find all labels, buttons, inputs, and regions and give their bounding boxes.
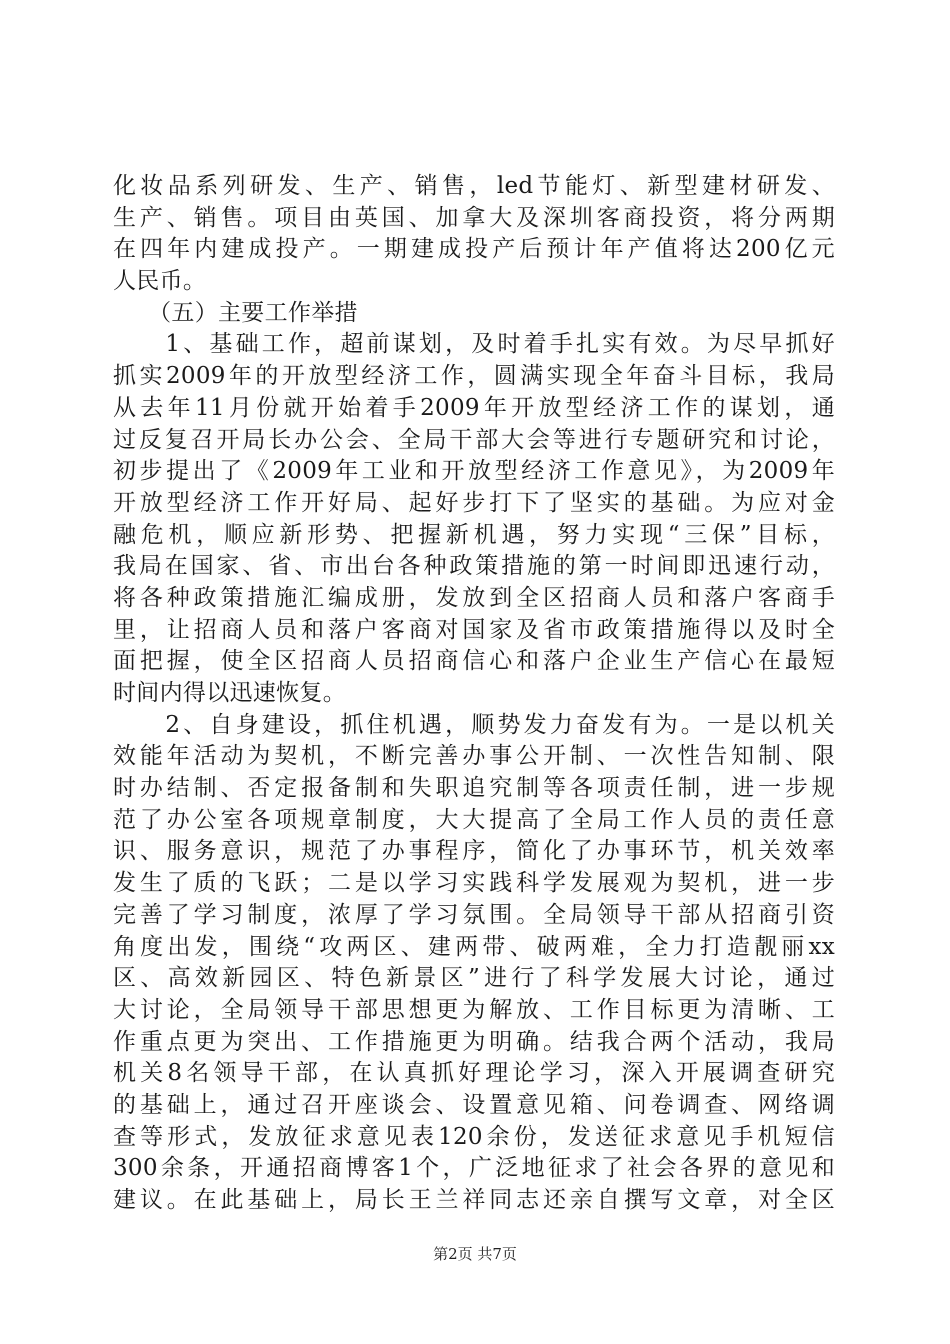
text-line: 角度出发，围绕“攻两区、建两带、破两难，全力打造靓丽xx [113, 933, 835, 960]
text-line: 里，让招商人员和落户客商对国家及省市政策措施得以及时全 [113, 616, 835, 643]
text-line: 在四年内建成投产。一期建成投产后预计年产值将达200亿元 [113, 236, 835, 263]
text-line: 建议。在此基础上，局长王兰祥同志还亲自撰写文章，对全区 [113, 1187, 835, 1213]
text-line: 时办结制、否定报备制和失职追究制等各项责任制，进一步规 [113, 775, 835, 802]
text-line: 发生了质的飞跃；二是以学习实践科学发展观为契机，进一步 [113, 870, 835, 897]
text-line: 抓实2009年的开放型经济工作，圆满实现全年奋斗目标，我局 [113, 363, 835, 390]
text-line: 的基础上，通过召开座谈会、设置意见箱、问卷调查、网络调 [113, 1091, 835, 1118]
text-line: 2、自身建设，抓住机遇，顺势发力奋发有为。一是以机关 [113, 711, 835, 738]
text-line: 过反复召开局长办公会、全局干部大会等进行专题研究和讨论， [113, 426, 835, 453]
text-line: 机关8名领导干部，在认真抓好理论学习，深入开展调查研究 [113, 1060, 835, 1087]
text-line: 化妆品系列研发、生产、销售，led节能灯、新型建材研发、 [113, 173, 835, 199]
text-line: 我局在国家、省、市出台各种政策措施的第一时间即迅速行动， [113, 553, 835, 580]
page-number-label: 第2页 共7页 [433, 1245, 517, 1263]
text-line: 1、基础工作，超前谋划，及时着手扎实有效。为尽早抓好 [113, 331, 835, 358]
text-line: 范了办公室各项规章制度，大大提高了全局工作人员的责任意 [113, 806, 835, 833]
text-line: 面把握，使全区招商人员招商信心和落户企业生产信心在最短 [113, 648, 835, 675]
text-line: 开放型经济工作开好局、起好步打下了坚实的基础。为应对金 [113, 489, 835, 516]
text-line: 识、服务意识，规范了办事程序，简化了办事环节，机关效率 [113, 838, 835, 865]
text-line: 初步提出了《2009年工业和开放型经济工作意见》，为2009年 [113, 458, 835, 485]
text-line: 区、高效新园区、特色新景区”进行了科学发展大讨论，通过 [113, 965, 835, 992]
document-body [113, 171, 835, 1217]
text-line: 时间内得以迅速恢复。 [113, 680, 346, 706]
text-line: 人民币。 [113, 268, 207, 295]
text-line: （五）主要工作举措 [113, 299, 358, 326]
text-line: 融危机，顺应新形势、把握新机遇，努力实现“三保”目标， [113, 521, 835, 548]
text-line: 完善了学习制度，浓厚了学习氛围。全局领导干部从招商引资 [113, 901, 835, 928]
text-line: 从去年11月份就开始着手2009年开放型经济工作的谋划，通 [113, 394, 835, 421]
text-line: 大讨论，全局领导干部思想更为解放、工作目标更为清晰、工 [113, 996, 835, 1023]
text-line: 300余条，开通招商博客1个，广泛地征求了社会各界的意见和 [113, 1155, 835, 1182]
text-line: 作重点更为突出、工作措施更为明确。结我合两个活动，我局 [113, 1028, 835, 1055]
text-line: 生产、销售。项目由英国、加拿大及深圳客商投资，将分两期 [113, 204, 835, 231]
page-footer [0, 1243, 950, 1264]
text-line: 效能年活动为契机，不断完善办事公开制、一次性告知制、限 [113, 743, 835, 770]
text-line: 将各种政策措施汇编成册，发放到全区招商人员和落户客商手 [113, 584, 835, 611]
text-line: 查等形式，发放征求意见表120余份，发送征求意见手机短信 [113, 1123, 835, 1150]
